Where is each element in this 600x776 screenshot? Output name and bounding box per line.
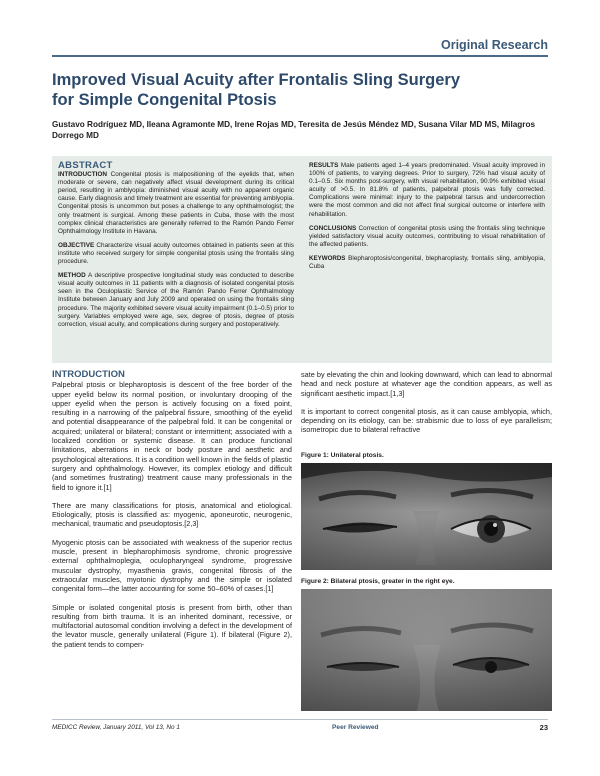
abstract-column-left <box>58 162 294 335</box>
abstract-box <box>52 156 552 363</box>
section-label: Original Research <box>441 38 548 52</box>
conclusions-text: Correction of congenital ptosis using the frontalis sling technique yielded satisfactory visual acuity outcomes, contributing to visual rehabilitation of the affected patients. <box>309 224 545 248</box>
keywords-text: Blepharoptosis/congenital, blepharoplasty, frontalis sling, amblyopia, Cuba <box>309 254 545 271</box>
results-label: RESULTS <box>309 162 339 169</box>
abstract-conclusions <box>309 225 545 249</box>
conclusions-label: CONCLUSIONS <box>309 224 357 232</box>
title-line-1: Improved Visual Acuity after Frontalis Sling Surgery <box>52 71 461 89</box>
author-list: Gustavo Rodríguez MD, Ileana Agramonte MD, Irene Rojas MD, Teresita de Jesús Méndez MD, Susana Vilar MD MS, Milagros Dorrego MD <box>52 120 536 140</box>
body-paragraph-1: Palpebral ptosis or blepharoptosis is descent of the free border of the upper eyelid below its normal position, or involuntary drooping of the upper eyelid when the person is actively focusing on a fixed point, resulting in a narrowing of the palpebral fissure, smoothing of the eyelid and potential disappearance of the palpebral fold. It can be congenital or acquired; unilateral or bilateral; constant or intermittent; associated with a localized condition or systemic disease. It can produce functional limitations, aberrations in neck or body posture and aesthetic and psychological alterations. It is a condition well known in the fields of plastic surgery and ophthalmology. However, its complex etiology and difficult (and sometimes frustrating) treatment cause many professionals in the field to ignore it.[1] <box>52 380 292 492</box>
method-text: A descriptive prospective longitudinal study was conducted to describe visual acuity outcomes in 11 patients with a diagnosis of isolated congenital ptosis seen in the Oculoplastic Service of the Ramón Pando Ferrer Ophthalmology Institute between January and July 2009 and operated on using the frontalis sling procedure. The majority exhibited severe visual acuity impairment (0.1–0.5) prior to surgery. Variables employed were age, sex, degree of ptosis, degree of ptosis correction, visual acuity, and complications during surgery and postoperatively. <box>58 272 294 328</box>
body-paragraph-2: There are many classifications for ptosis, anatomical and etiological. Etiologically, ptosis is classified as: myogenic, aponeurotic, neurogenic, mechanical, traumatic and pseudoptosis.[2,3] <box>52 500 292 529</box>
abstract-heading: ABSTRACT <box>58 160 113 171</box>
objective-label: OBJECTIVE <box>58 241 95 249</box>
body-paragraph-3: Myogenic ptosis can be associated with weakness of the superior rectus muscle, present in blepharophimosis syndrome, chronic progressive external ophthalmoplegia, oculopharyngeal syndrome, progressive muscular dystrophy, myasthenia gravis, congenital fibrosis of the extraocular muscles, myotonic dystrophy and the simple or isolated congenital form—the latter accounting for some 50–60% of cases.[1] <box>52 537 292 594</box>
footer-rule <box>52 719 548 720</box>
body-column-left <box>52 370 292 658</box>
introduction-label: INTRODUCTION <box>58 171 107 179</box>
objective-text: Characterize visual acuity outcomes obtained in patients seen at this institute who received surgery for simple congenital ptosis using the frontalis sling procedure. <box>58 241 294 266</box>
method-label: METHOD <box>58 272 86 280</box>
journal-citation: MEDICC Review, January 2011, Vol 13, No 1 <box>52 724 180 731</box>
header-rule <box>52 55 548 57</box>
abstract-column-right <box>309 162 545 277</box>
figure-2-image <box>301 589 552 711</box>
figure-2-caption: Figure 2: Bilateral ptosis, greater in the right eye. <box>301 578 455 585</box>
abstract-objective <box>58 242 294 266</box>
body-paragraph-6: It is important to correct congenital ptosis, as it can cause amblyopia, which, depending on its etiology, can be: strabismic due to loss of eye parallelism; isometropic due to bilateral refractive <box>301 406 552 435</box>
abstract-introduction <box>58 171 294 236</box>
introduction-heading: INTRODUCTION <box>52 369 125 380</box>
bilateral-ptosis-photo <box>301 589 552 711</box>
abstract-keywords <box>309 255 545 271</box>
article-title <box>52 70 552 110</box>
figure-1-caption: Figure 1: Unilateral ptosis. <box>301 452 384 459</box>
abstract-method <box>58 272 294 329</box>
page-number: 23 <box>539 723 548 732</box>
unilateral-ptosis-photo <box>301 463 552 570</box>
keywords-label: KEYWORDS <box>309 254 346 262</box>
results-text: Male patients aged 1–4 years predominated. Visual acuity improved in 100% of patients, to varying degrees. Prior to surgery, 72% had visual acuity of 0.1–0.5. Six months post-surgery, with visual rehabilitation, 90.9% exhibited visual acuity of >0.5. In 81.8% of patients, palpebral ptosis was fully corrected. Complications were minimal: injury to the palpebral tarsus and undercorrection were the most common and did not affect final surgical outcome or interfere with rehabilitation. <box>309 162 545 218</box>
body-paragraph-5: sate by elevating the chin and looking downward, which can lead to abnormal head and neck posture at whatever age the condition appears, as well as significant aesthetic impact.[1,3] <box>301 370 552 398</box>
introduction-text: Congenital ptosis is malpositioning of the eyelids that, when moderate or severe, can negatively affect visual development during its critical period, resulting in amblyopia: diminished visual acuity with no apparent organic cause. Early diagnosis and timely treatment are essential for preventing amblyopia. Congenital ptosis is uncommon but poses a challenge to any ophthalmologist; the only treatment is surgical. Among these patients in Cuba, those with the most complex clinical characteristics are generally referred to the Ramón Pando Ferrer Ophthalmology Institute in Havana. <box>58 171 294 235</box>
body-column-right <box>301 370 552 444</box>
abstract-results <box>309 162 545 219</box>
figure-1-image <box>301 463 552 570</box>
peer-reviewed-label: Peer Reviewed <box>332 724 379 731</box>
title-line-2: for Simple Congenital Ptosis <box>52 91 277 109</box>
body-paragraph-4: Simple or isolated congenital ptosis is present from birth, other than resulting from birth trauma. It is an inherited dominant, recessive, or multifactorial autosomal condition involving a defect in the development of the levator muscle, generally unilateral (Figure 1). If bilateral (Figure 2), the patient tends to compen- <box>52 602 292 649</box>
